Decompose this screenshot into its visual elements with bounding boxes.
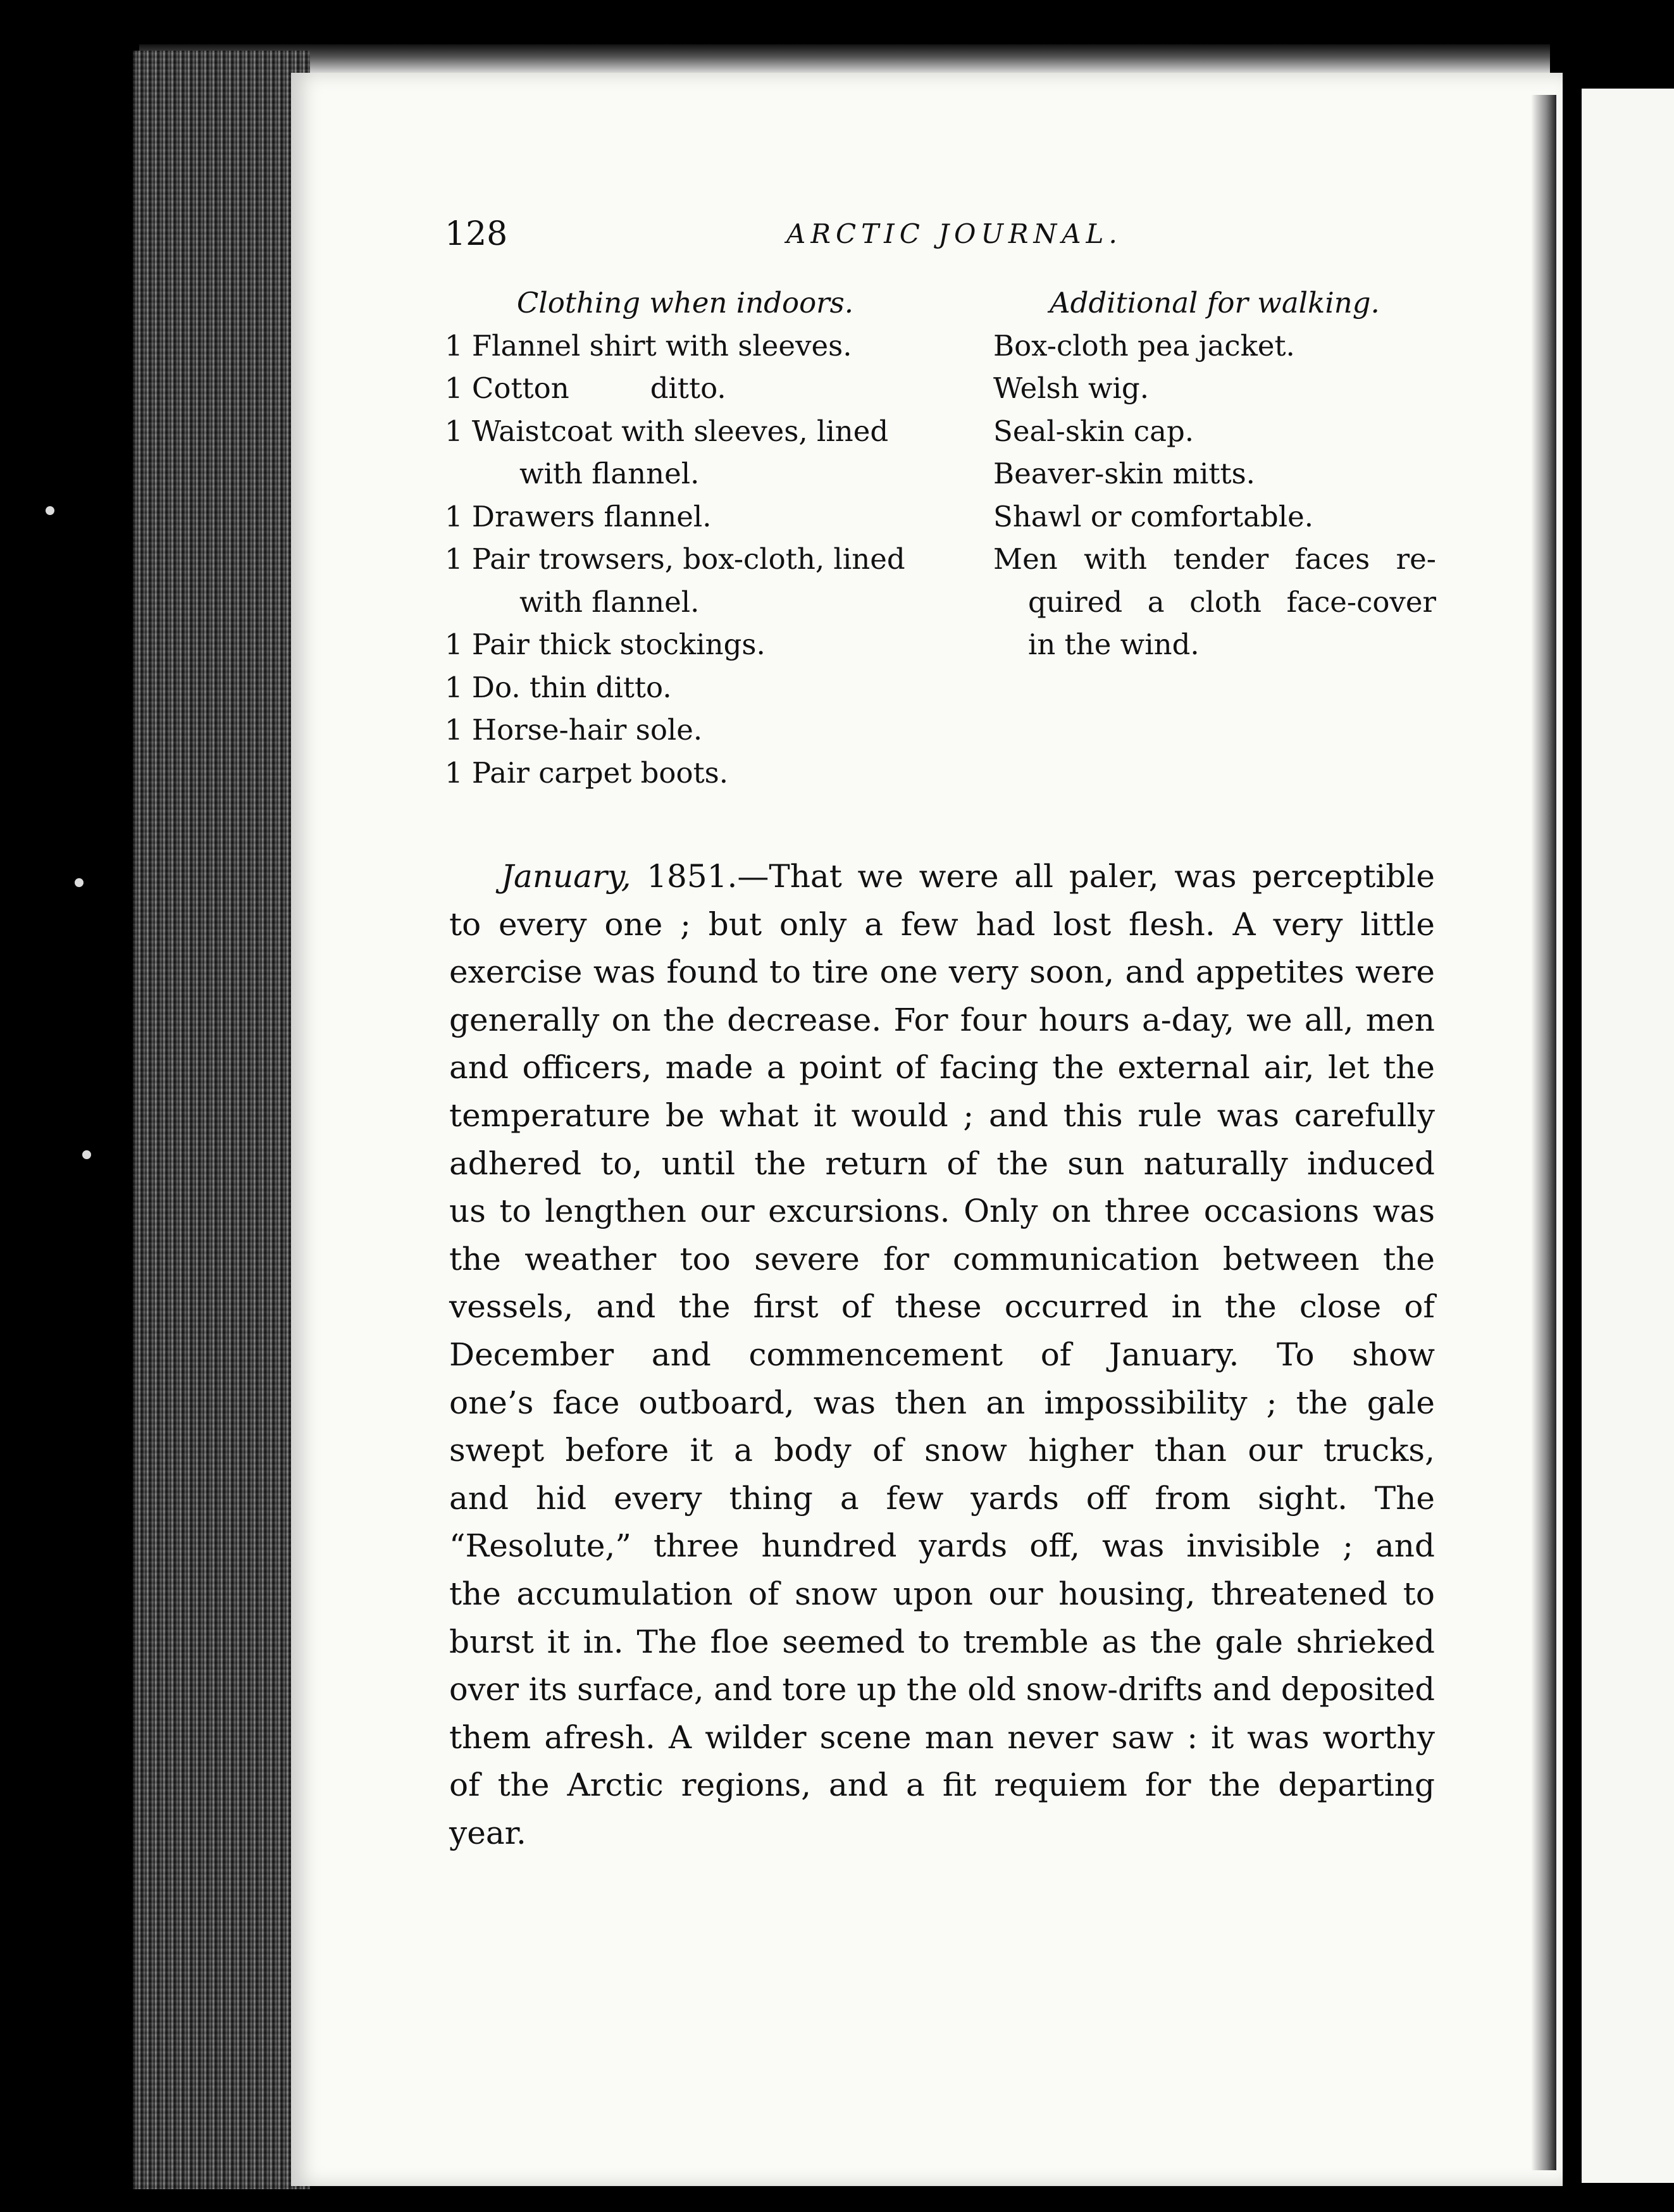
margin-speck (46, 506, 54, 515)
paragraph-line: of the Arctic regions, and a fit requiem for the departing (449, 1767, 1435, 1804)
paragraph-line: vessels, and the first of these occurred in the close of (449, 1288, 1435, 1326)
paragraph-line: year. (449, 1814, 526, 1851)
list-item-continuation: in the wind. (1028, 628, 1200, 661)
list-item: Seal-skin cap. (993, 414, 1194, 448)
indoor-clothing-heading: Clothing when indoors. (516, 286, 854, 320)
ditto-mark: ditto. (650, 371, 726, 405)
paragraph-line: them afresh. A wilder scene man never saw : it was worthy (449, 1718, 1435, 1756)
list-item-continuation: quired a cloth face-cover (1028, 585, 1436, 619)
journal-paragraph (449, 853, 1435, 1857)
list-item: 1 Drawers flannel. (445, 499, 712, 533)
list-item: 1 Pair thick stockings. (445, 628, 766, 661)
list-item: Shawl or comfortable. (993, 499, 1314, 533)
list-item: Box-cloth pea jacket. (993, 328, 1295, 363)
paragraph-line: the accumulation of snow upon our housing, threatened to (449, 1575, 1435, 1612)
paragraph-line: adhered to, until the return of the sun naturally induced (449, 1145, 1435, 1182)
indoor-clothing-list (445, 282, 926, 794)
page-gutter-shadow (1531, 95, 1556, 2170)
paragraph-line: one’s face outboard, was then an impossibility ; the gale (449, 1384, 1435, 1421)
list-item: 1 Do. thin ditto. (445, 670, 672, 704)
paragraph-line: temperature be what it would ; and this rule was carefully (449, 1097, 1435, 1134)
list-item: 1 Horse-hair sole. (445, 713, 703, 747)
paragraph-line: “Resolute,” three hundred yards off, was invisible ; and (449, 1527, 1435, 1565)
facing-page-edge (1582, 89, 1674, 2183)
paragraph-line: December and commencement of January. To show (449, 1336, 1435, 1373)
paragraph-line: burst it in. The floe seemed to tremble as the gale shrieked (449, 1623, 1435, 1660)
page-number: 128 (445, 215, 508, 253)
date-word: January, (501, 858, 631, 895)
paragraph-line: and hid every thing a few yards off from sight. The (449, 1479, 1435, 1517)
list-item: Welsh wig. (993, 371, 1150, 405)
book-page-edges (133, 51, 310, 2189)
paragraph-line: exercise was found to tire one very soon, and appetites were (449, 954, 1435, 991)
page-top-edge (139, 44, 1550, 76)
list-item (445, 367, 926, 410)
paragraph-line: to every one ; but only a few had lost flesh. A very little (449, 905, 1435, 943)
paragraph-line (449, 853, 1435, 901)
list-item: 1 Waistcoat with sleeves, lined (445, 414, 889, 448)
list-item: Beaver-skin mitts. (993, 457, 1255, 490)
running-head (445, 209, 1432, 259)
paragraph-line: the weather too severe for communication between the (449, 1240, 1435, 1277)
paragraph-line: us to lengthen our excursions. Only on three occasions was (449, 1193, 1435, 1230)
list-item: 1 Flannel shirt with sleeves. (445, 328, 852, 363)
list-item-continuation: with flannel. (519, 457, 700, 490)
list-item: 1 Pair carpet boots. (445, 755, 729, 790)
margin-speck (82, 1150, 91, 1159)
paragraph-line: and officers, made a point of facing the external air, let the (449, 1049, 1435, 1086)
list-item-continuation: with flannel. (519, 585, 700, 619)
list-item-text: 1 Cotton (445, 371, 569, 405)
running-title: ARCTIC JOURNAL. (786, 218, 1122, 249)
walking-clothing-list (993, 282, 1436, 666)
walking-clothing-heading: Additional for walking. (1050, 286, 1380, 320)
list-item: Men with tender faces re- (993, 542, 1436, 576)
margin-speck (75, 878, 84, 887)
paragraph-line: generally on the decrease. For four hours a-day, we all, men (449, 1001, 1435, 1038)
paragraph-line: swept before it a body of snow higher than our trucks, (449, 1432, 1435, 1469)
paragraph-line-text: 1851.—That we were all paler, was perceptible (631, 858, 1435, 895)
paragraph-line: over its surface, and tore up the old snow-drifts and deposited (449, 1671, 1435, 1708)
list-item: 1 Pair trowsers, box-cloth, lined (445, 542, 905, 576)
